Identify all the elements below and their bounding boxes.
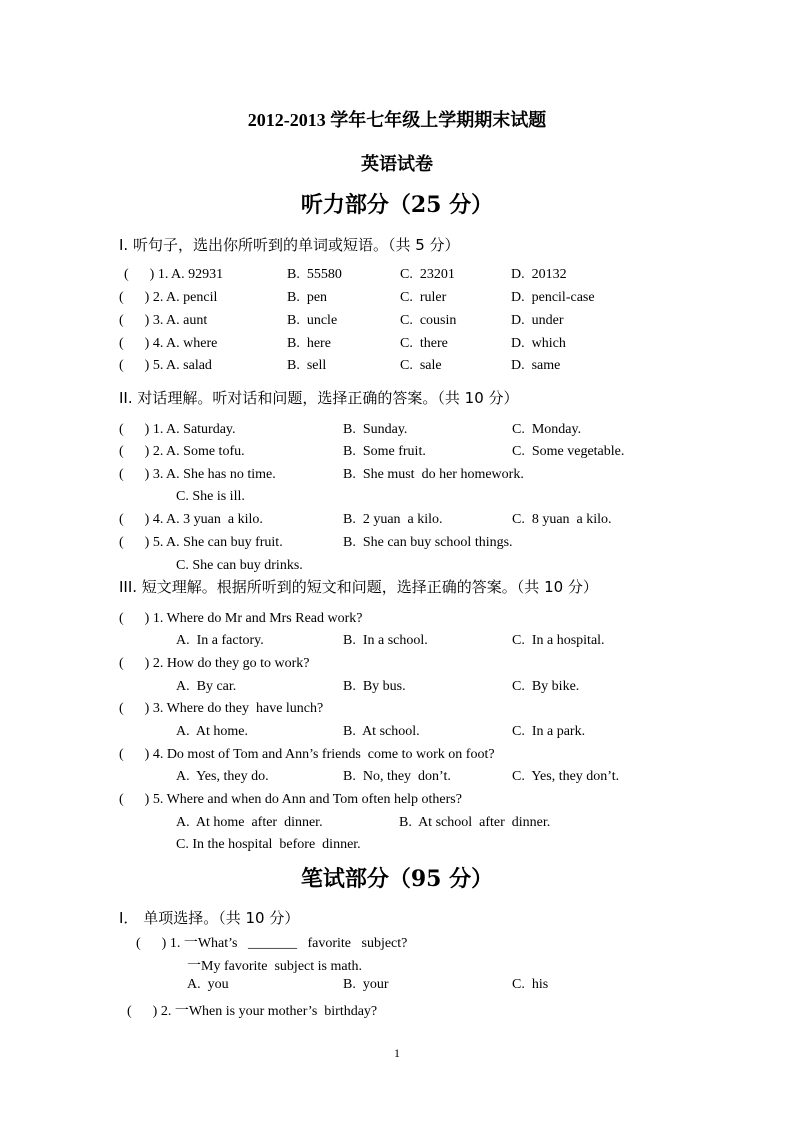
option-a: A. In a factory.	[176, 633, 264, 648]
question-stem: ( ) 1. 一What’s _______ favorite subject?	[136, 936, 408, 951]
question-stem: ( ) 5. Where and when do Ann and Tom often help others?	[119, 792, 462, 807]
option-row	[0, 633, 794, 653]
question-row	[0, 422, 794, 442]
question-row	[0, 558, 794, 578]
question-row	[0, 290, 794, 310]
answer-line: 一My favorite subject is math.	[187, 959, 362, 974]
option-b: B. your	[343, 977, 389, 992]
option-d: D. which	[511, 336, 566, 351]
option-b: B. pen	[287, 290, 328, 305]
option-a: A. At home after dinner.	[176, 815, 323, 830]
option-c: C. She is ill.	[176, 489, 245, 504]
option-row	[0, 977, 794, 997]
question-row	[0, 444, 794, 464]
option-row	[0, 837, 794, 857]
question-row	[0, 467, 794, 487]
option-b: B. At school.	[343, 724, 420, 739]
option-row	[0, 724, 794, 744]
listening-section-title: 听力部分（25 分）	[300, 192, 494, 218]
exam-subtitle: 英语试卷	[361, 154, 433, 174]
listening-part3-heading: III. 短文理解。根据所听到的短文和问题，选择正确的答案。（共 10 分）	[119, 578, 598, 596]
question-stem: ( ) 1. A. Saturday.	[119, 422, 236, 437]
question-stem: ( ) 4. A. 3 yuan a kilo.	[119, 512, 263, 527]
option-row	[0, 679, 794, 699]
option-d: D. 20132	[511, 267, 567, 282]
question-row	[0, 1000, 794, 1020]
option-a: A. By car.	[176, 679, 237, 694]
option-c: C. By bike.	[512, 679, 580, 694]
option-c: C. 8 yuan a kilo.	[512, 512, 612, 527]
option-b: B. here	[287, 336, 331, 351]
option-c: C. Monday.	[512, 422, 582, 437]
question-row	[0, 313, 794, 333]
option-a: A. Yes, they do.	[176, 769, 269, 784]
question-stem: ( ) 5. A. She can buy fruit.	[119, 535, 283, 550]
writing-part1-heading: I． 单项选择。（共 10 分）	[119, 909, 300, 927]
question-row	[0, 656, 794, 676]
question-row	[0, 489, 794, 509]
option-c: C. In a hospital.	[512, 633, 605, 648]
option-b: B. 55580	[287, 267, 342, 282]
question-row	[0, 512, 794, 532]
option-b: B. uncle	[287, 313, 338, 328]
option-b: B. Sunday.	[343, 422, 408, 437]
option-b: B. Some fruit.	[343, 444, 426, 459]
question-stem: ( ) 2. How do they go to work?	[119, 656, 310, 671]
option-c: C. Yes, they don’t.	[512, 769, 620, 784]
question-stem: ( ) 3. A. aunt	[119, 313, 208, 328]
option-d: D. pencil-case	[511, 290, 595, 305]
option-d: D. same	[511, 358, 561, 373]
question-stem: ( ) 3. A. She has no time.	[119, 467, 276, 482]
option-b: B. No, they don’t.	[343, 769, 451, 784]
question-stem: ( ) 5. A. salad	[119, 358, 212, 373]
question-row	[0, 336, 794, 356]
option-d: D. under	[511, 313, 564, 328]
question-stem: ( ) 1. A. 92931	[124, 267, 224, 282]
question-row	[0, 267, 794, 287]
option-row	[0, 815, 794, 835]
option-c: C. there	[400, 336, 448, 351]
option-a: A. you	[187, 977, 229, 992]
option-b: B. She can buy school things.	[343, 535, 513, 550]
question-stem: ( ) 2. 一When is your mother’s birthday?	[127, 1004, 378, 1019]
option-c: C. ruler	[400, 290, 447, 305]
option-a: A. At home.	[176, 724, 248, 739]
question-stem: ( ) 2. A. pencil	[119, 290, 218, 305]
question-stem: ( ) 2. A. Some tofu.	[119, 444, 245, 459]
question-stem: ( ) 3. Where do they have lunch?	[119, 701, 324, 716]
writing-section-title: 笔试部分（95 分）	[300, 866, 494, 892]
option-b: B. At school after dinner.	[399, 815, 551, 830]
listening-part2-heading: II. 对话理解。听对话和问题，选择正确的答案。（共 10 分）	[119, 389, 519, 407]
option-c: C. his	[512, 977, 549, 992]
question-row	[0, 701, 794, 721]
listening-part1-heading: I. 听句子，选出你所听到的单词或短语。（共 5 分）	[119, 236, 460, 254]
option-c: C. In a park.	[512, 724, 586, 739]
option-c: C. Some vegetable.	[512, 444, 625, 459]
option-c: C. sale	[400, 358, 442, 373]
option-b: B. 2 yuan a kilo.	[343, 512, 443, 527]
option-c: C. 23201	[400, 267, 455, 282]
option-c: C. cousin	[400, 313, 457, 328]
option-b: B. By bus.	[343, 679, 406, 694]
option-c: C. In the hospital before dinner.	[176, 837, 361, 852]
option-c: C. She can buy drinks.	[176, 558, 303, 573]
question-row	[0, 955, 794, 975]
question-row	[0, 792, 794, 812]
question-row	[0, 535, 794, 555]
option-b: B. In a school.	[343, 633, 428, 648]
page-number: 1	[394, 1046, 400, 1060]
question-row	[0, 611, 794, 631]
question-row	[0, 932, 794, 952]
option-b: B. sell	[287, 358, 327, 373]
exam-title: 2012-2013 学年七年级上学期期末试题	[247, 110, 547, 130]
option-row	[0, 769, 794, 789]
option-b: B. She must do her homework.	[343, 467, 524, 482]
question-stem: ( ) 1. Where do Mr and Mrs Read work?	[119, 611, 363, 626]
question-stem: ( ) 4. A. where	[119, 336, 218, 351]
question-row	[0, 358, 794, 378]
question-row	[0, 747, 794, 767]
question-stem: ( ) 4. Do most of Tom and Ann’s friends come to work on foot?	[119, 747, 495, 762]
